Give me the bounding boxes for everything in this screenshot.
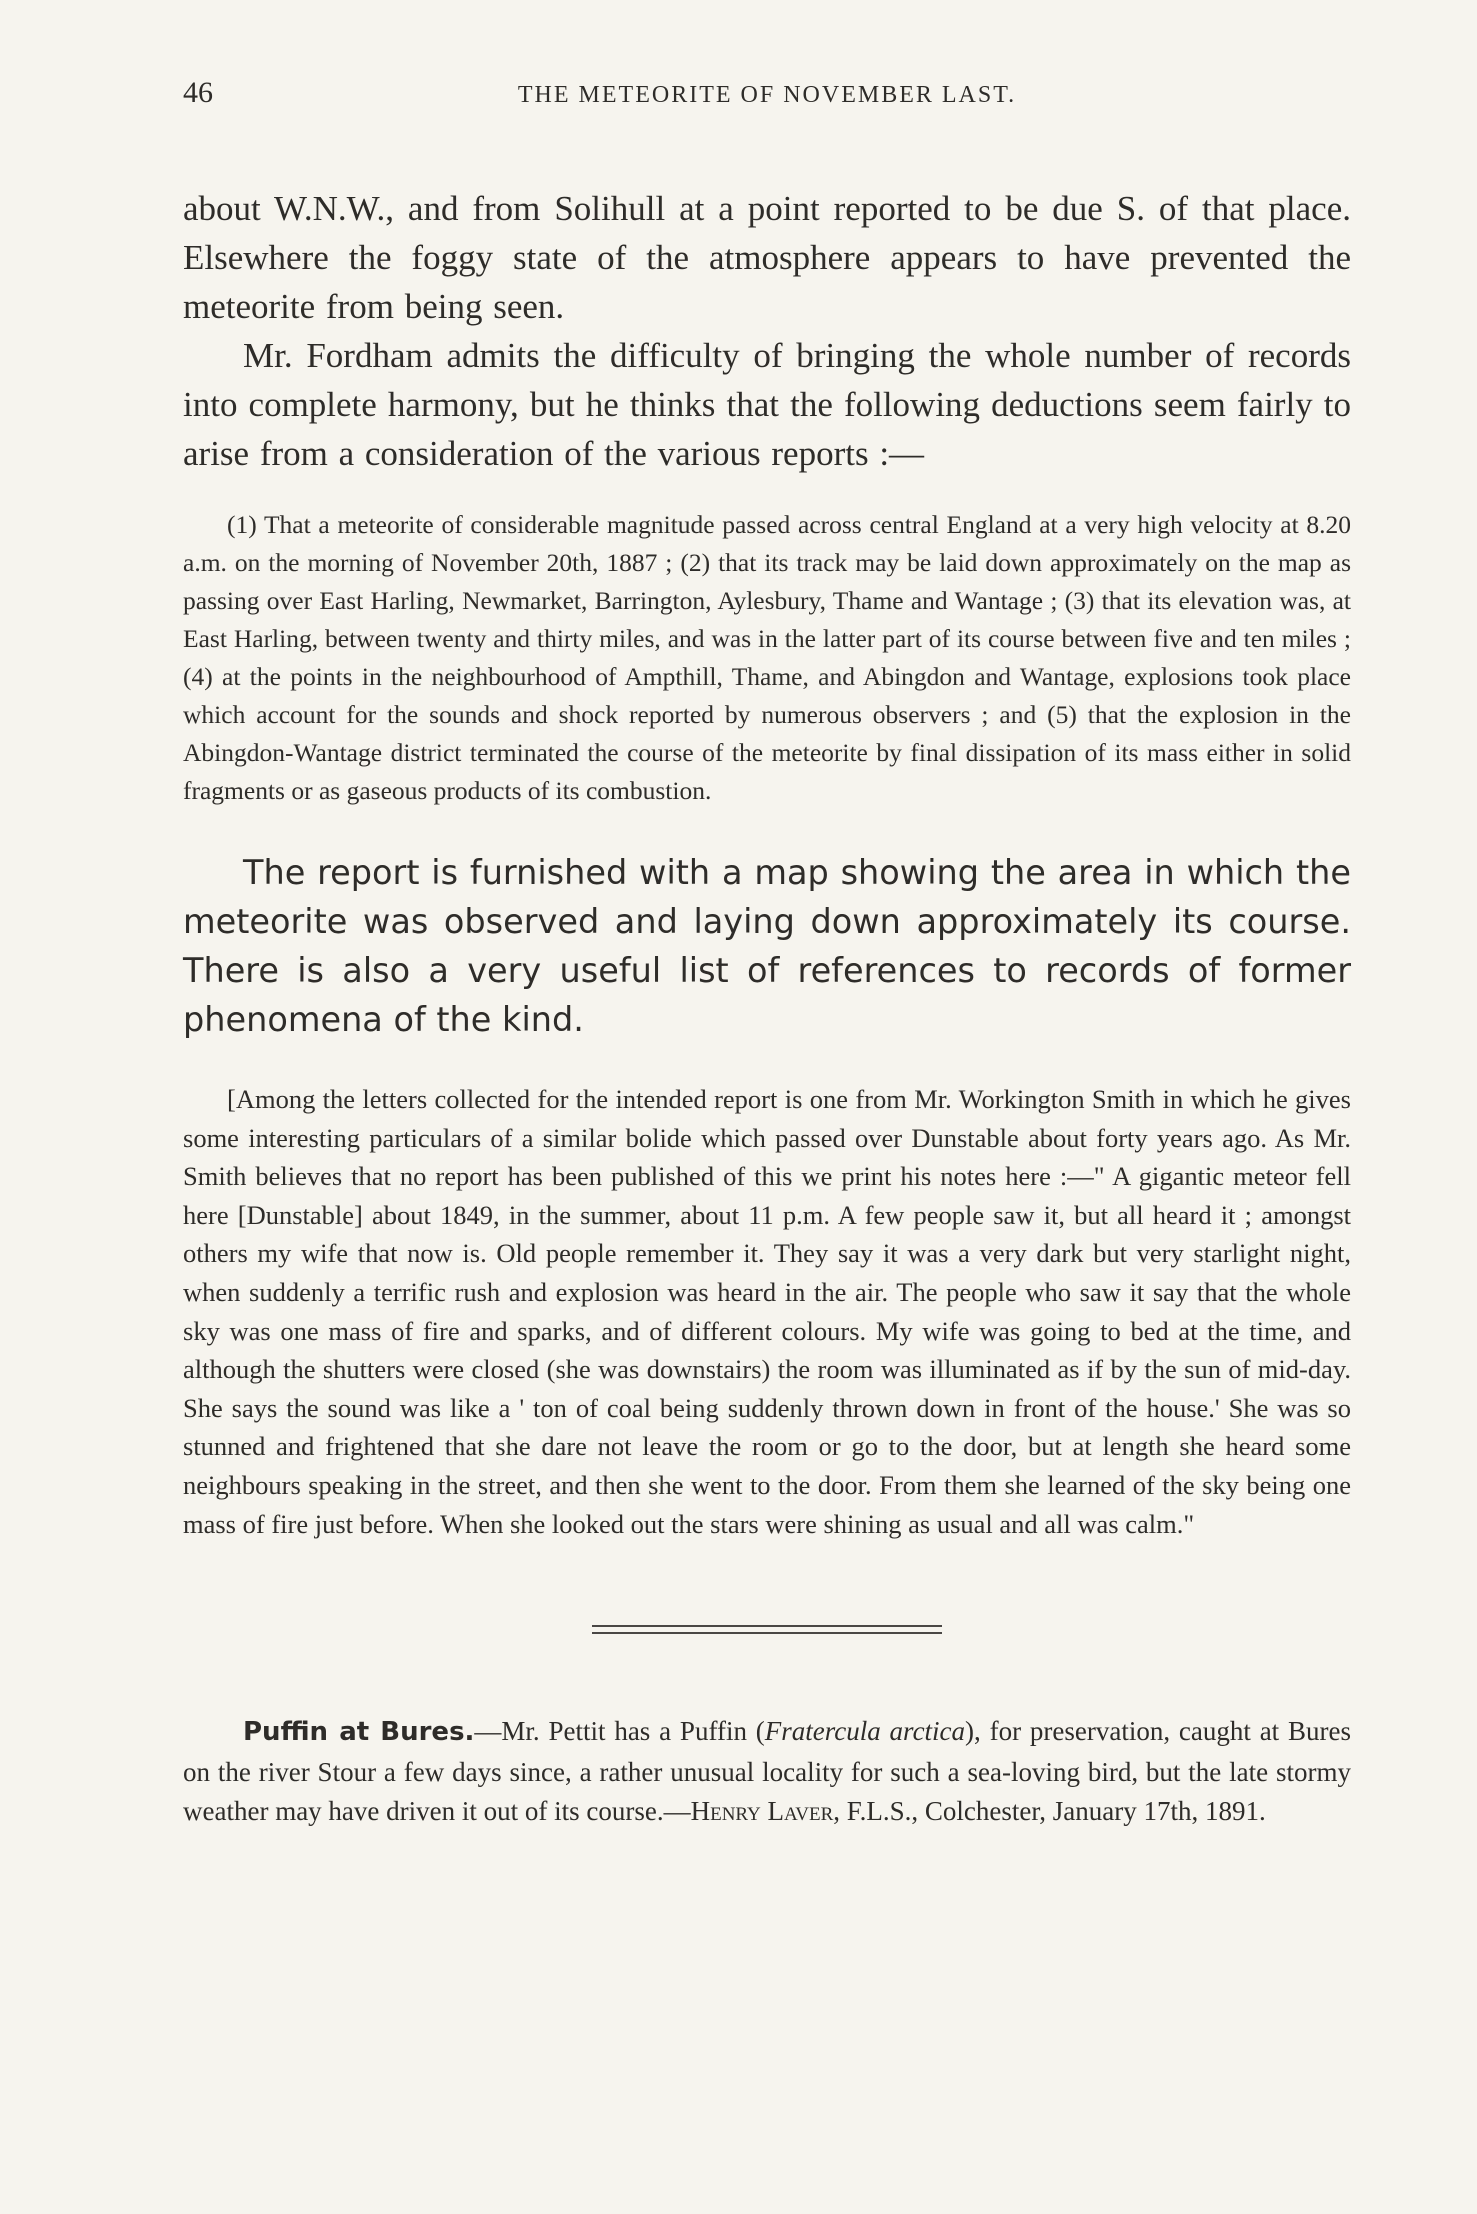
puffin-note-title: Puffin at Bures.	[243, 1717, 475, 1748]
page-number: 46	[183, 76, 213, 109]
body-paragraph-2: Mr. Fordham admits the difficulty of bringing the whole number of records into complete harmony, but he thinks that the following deductions seem fairly to arise from a consideration of the various reports :—	[183, 336, 1351, 473]
puffin-note-text-2: ), for preservation, caught at Bures on the river Stour a few days since, a rather unusual locality for such a sea-loving bird, but the late stormy weather may have driven it out of its course.—	[183, 1716, 1351, 1827]
puffin-note-signoff: , F.L.S., Colchester, January 17th, 1891.	[833, 1796, 1266, 1827]
puffin-latin-name: Fratercula arctica	[764, 1716, 966, 1747]
running-head	[183, 72, 1351, 112]
map-note-paragraph: The report is furnished with a map showing the area in which the meteorite was observed and laying down approximately its course. There is also a very useful list of references to records of former phenomena of the kind.	[183, 853, 1351, 1039]
puffin-note-author: Henry Laver	[690, 1796, 834, 1827]
deductions-paragraph: (1) That a meteorite of considerable magnitude passed across central England at a very high velocity at 8.20 a.m. on the morning of November 20th, 1887 ; (2) that its track may be laid down approximately on the map as passing over East Harling, Newmarket, Barrington, Aylesbury, Thame and Wantage ; (3) that its elevation was, at East Harling, between twenty and thirty miles, and was in the latter part of its course between five and ten miles ; (4) at the points in the neighbourhood of Ampthill, Thame, and Abingdon and Wantage, explosions took place which account for the sounds and shock reported by numerous observers ; and (5) that the explosion in the Abingdon-Wantage district terminated the course of the meteorite by final dissipation of its mass either in solid fragments or as gaseous products of its combustion.	[183, 510, 1351, 805]
puffin-note	[183, 1712, 1351, 1832]
page	[183, 72, 1351, 1832]
puffin-note-text-1: —Mr. Pettit has a Puffin (	[474, 1716, 765, 1747]
letter-paragraph: [Among the letters collected for the intended report is one from Mr. Workington Smith in which he gives some interesting particulars of a similar bolide which passed over Dunstable about forty years ago. As Mr. Smith believes that no report has been published of this we print his notes here :—" A gigantic meteor fell here [Dunstable] about 1849, in the summer, about 11 p.m. A few people saw it, but all heard it ; amongst others my wife that now is. Old people remember it. They say it was a very dark but very starlight night, when suddenly a terrific rush and explosion was heard in the air. The people who saw it say that the whole sky was one mass of fire and sparks, and of different colours. My wife was going to bed at the time, and although the shutters were closed (she was downstairs) the room was illuminated as if by the sun of mid-day. She says the sound was like a ' ton of coal being suddenly thrown down in front of the house.' She was so stunned and frightened that she dare not leave the room or go to the door, but at length she heard some neighbours speaking in the street, and then she went to the door. From them she learned of the sky being one mass of fire just before. When she looked out the stars were shining as usual and all was calm."	[183, 1084, 1351, 1539]
section-divider	[592, 1625, 942, 1634]
running-title: THE METEORITE OF NOVEMBER LAST.	[517, 82, 1017, 108]
body-paragraph-1: about W.N.W., and from Solihull at a point reported to be due S. of that place. Elsewhere the foggy state of the atmosphere appears to have prevented the meteorite from being seen.	[183, 189, 1351, 326]
